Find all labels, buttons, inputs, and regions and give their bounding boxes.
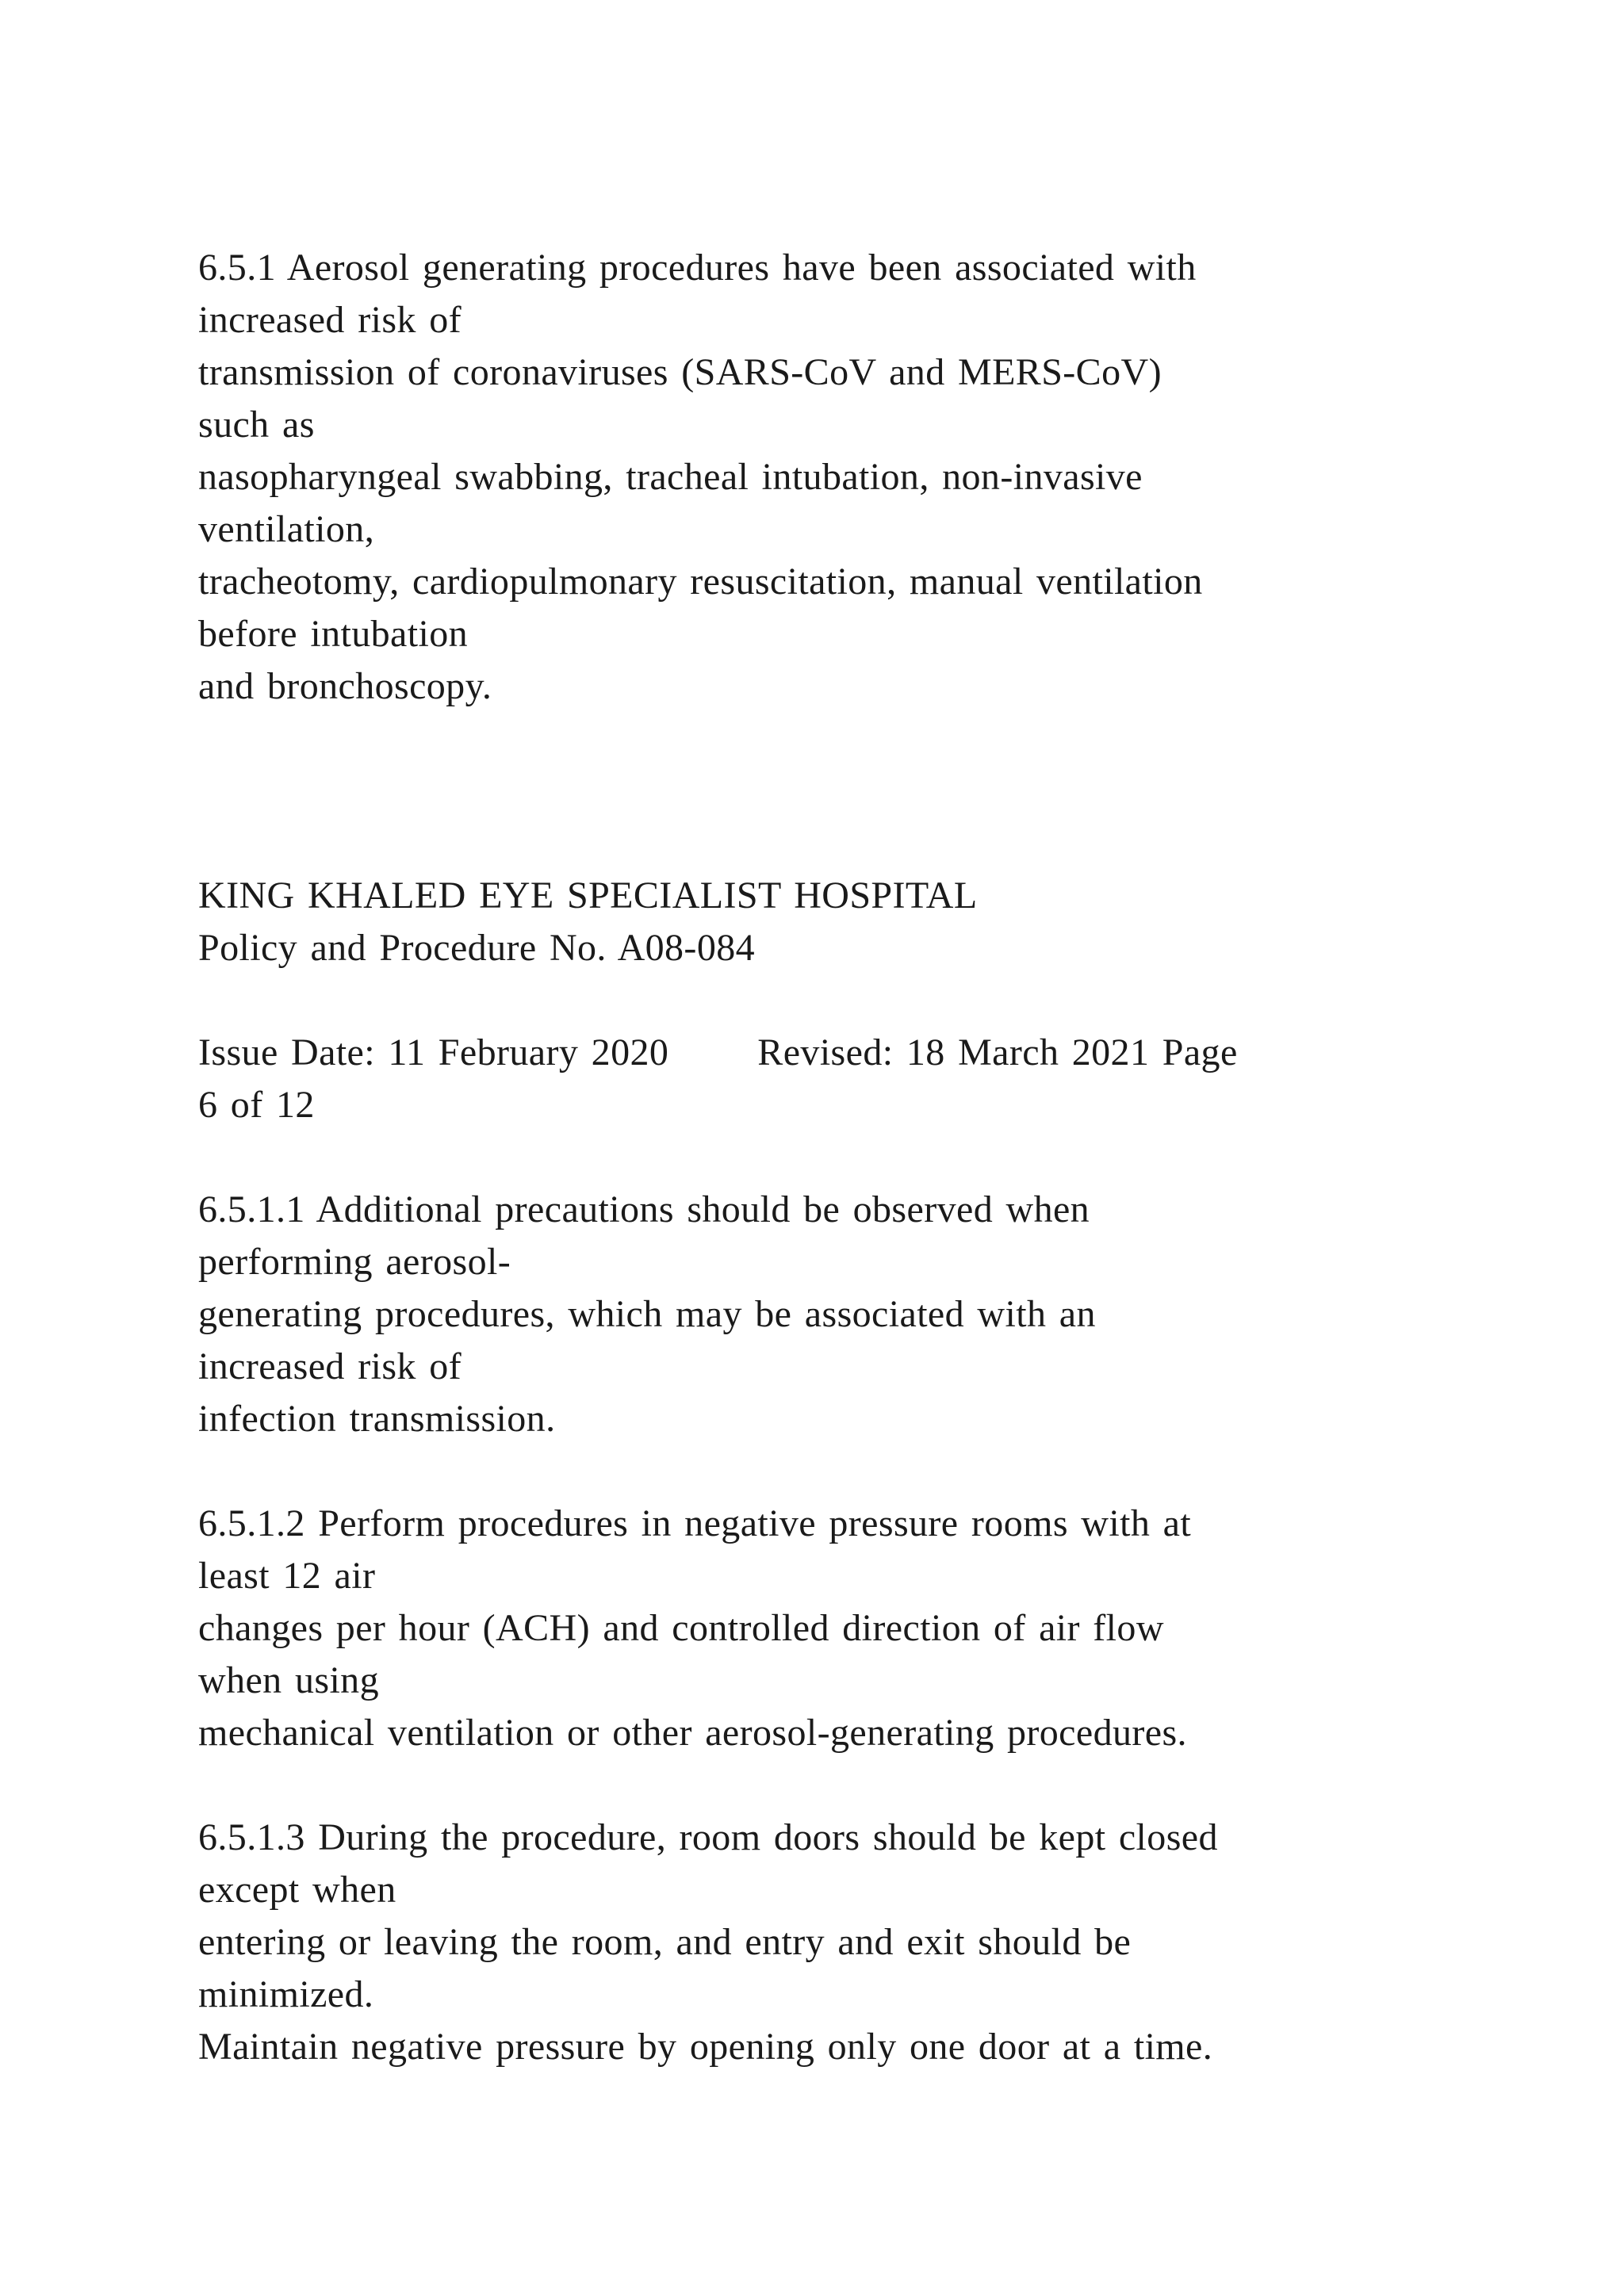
spacer	[198, 974, 1435, 1027]
issue-revision-line	[198, 1027, 1435, 1079]
text-line: increased risk of	[198, 299, 462, 341]
text-line: entering or leaving the room, and entry and exit should be	[198, 1921, 1132, 1963]
text-line: minimized.	[198, 1973, 374, 2015]
section-6-5-1-3	[198, 1812, 1435, 2073]
hospital-name: KING KHALED EYE SPECIALIST HOSPITAL	[198, 874, 978, 916]
spacer	[198, 1759, 1435, 1812]
document-header	[198, 870, 1435, 1131]
text-line: 6.5.1.3 During the procedure, room doors should be kept closed	[198, 1816, 1218, 1858]
spacer	[198, 1131, 1435, 1184]
page-number: 6 of 12	[198, 1084, 315, 1126]
text-line: tracheotomy, cardiopulmonary resuscitation, manual ventilation	[198, 561, 1203, 603]
section-6-5-1-2	[198, 1498, 1435, 1759]
text-line: least 12 air	[198, 1555, 376, 1597]
text-line: 6.5.1.1 Additional precautions should be observed when	[198, 1188, 1090, 1230]
revised-date: Revised: 18 March 2021 Page	[757, 1031, 1238, 1073]
text-line: except when	[198, 1869, 396, 1911]
text-line: increased risk of	[198, 1345, 462, 1387]
text-line: 6.5.1 Aerosol generating procedures have been associated with	[198, 247, 1197, 289]
spacer	[198, 713, 1435, 870]
spacer	[198, 1445, 1435, 1498]
text-line: nasopharyngeal swabbing, tracheal intubation, non-invasive	[198, 456, 1143, 498]
policy-number: Policy and Procedure No. A08-084	[198, 927, 756, 969]
section-6-5-1-1	[198, 1184, 1435, 1445]
document-page	[198, 242, 1435, 2073]
text-line: Maintain negative pressure by opening only one door at a time.	[198, 2026, 1213, 2068]
text-line: 6.5.1.2 Perform procedures in negative pressure rooms with at	[198, 1502, 1192, 1544]
text-line: generating procedures, which may be associated with an	[198, 1293, 1096, 1335]
text-line: ventilation,	[198, 508, 375, 550]
text-line: and bronchoscopy.	[198, 665, 492, 707]
text-line: performing aerosol-	[198, 1241, 511, 1283]
text-line: when using	[198, 1659, 379, 1701]
issue-date: Issue Date: 11 February 2020	[198, 1031, 669, 1073]
text-line: changes per hour (ACH) and controlled direction of air flow	[198, 1607, 1164, 1649]
text-line: such as	[198, 404, 315, 446]
text-line: infection transmission.	[198, 1398, 556, 1440]
text-line: transmission of coronaviruses (SARS-CoV and MERS-CoV)	[198, 351, 1162, 393]
text-line: before intubation	[198, 613, 469, 655]
section-6-5-1	[198, 242, 1435, 713]
text-line: mechanical ventilation or other aerosol-generating procedures.	[198, 1712, 1187, 1754]
